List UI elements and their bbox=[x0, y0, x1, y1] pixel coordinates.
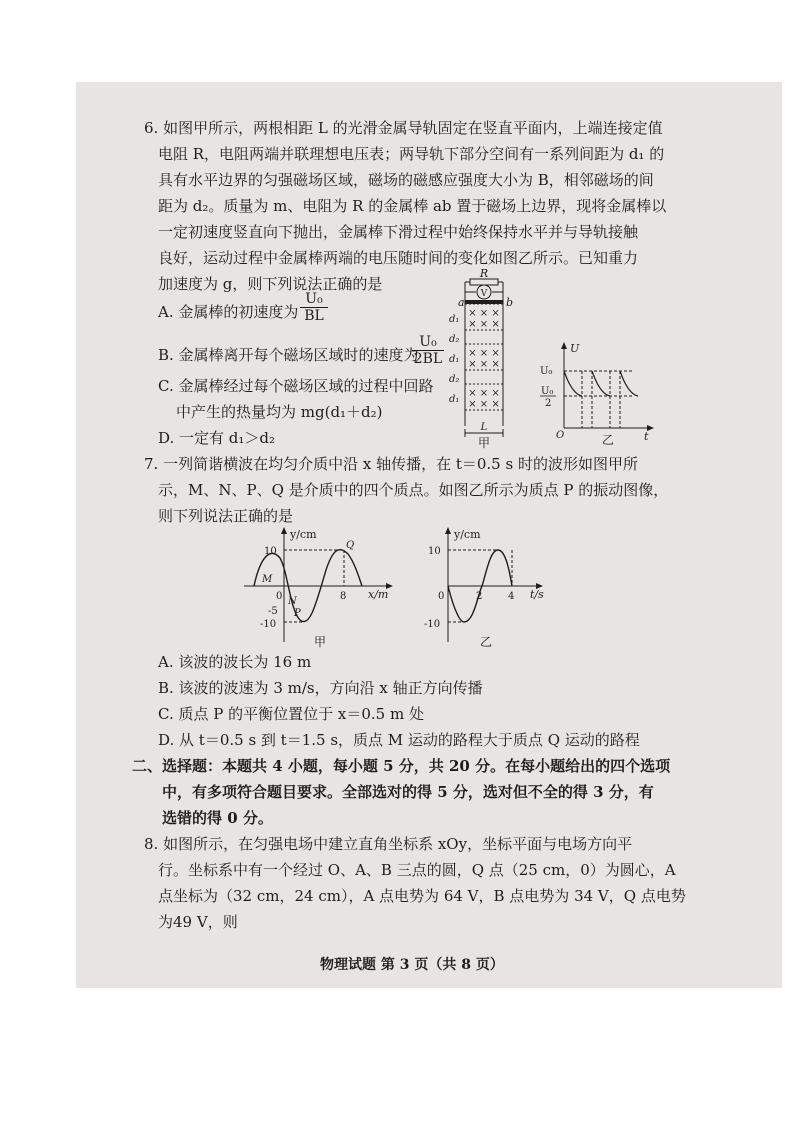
q8-line-2: 行。坐标系中有一个经过 O、A、B 三点的圆，Q 点（25 cm，0）为圆心，A bbox=[158, 861, 676, 879]
figure-caption: 乙 bbox=[479, 635, 493, 648]
label-d1: d₁ bbox=[449, 314, 460, 325]
y-axis-arrow-icon bbox=[281, 527, 287, 534]
x-axis-label: x/m bbox=[368, 588, 389, 601]
q6-option-c-line-1: C. 金属棒经过每个磁场区域的过程中回路 bbox=[158, 377, 434, 395]
y-axis-arrow-icon bbox=[445, 527, 451, 534]
y-axis-label: y/cm bbox=[290, 528, 317, 541]
x-tick-8: 8 bbox=[340, 591, 347, 602]
q7-option-c: C. 质点 P 的平衡位置位于 x＝0.5 m 处 bbox=[158, 705, 424, 723]
field-cross-marks: × × × bbox=[468, 388, 500, 399]
point-N-label: N bbox=[288, 596, 297, 607]
figure-caption: 甲 bbox=[477, 436, 491, 450]
field-cross-marks: × × × bbox=[468, 399, 500, 410]
y-tick-u0: U₀ bbox=[540, 366, 553, 377]
section-2-heading-line-2: 中，有多项符合题目要求。全部选对的得 5 分，选对但不全的得 3 分，有 bbox=[162, 783, 654, 801]
page-footer: 物理试题 第 3 页（共 8 页） bbox=[320, 957, 504, 973]
q7-option-a: A. 该波的波长为 16 m bbox=[158, 653, 312, 671]
y-axis-arrow-icon bbox=[561, 342, 567, 349]
fraction-denominator: BL bbox=[300, 307, 328, 324]
y-tick-10: 10 bbox=[428, 546, 441, 557]
bar-end-b: b bbox=[506, 296, 514, 309]
y-axis-label: U bbox=[570, 342, 580, 355]
y-tick-minus-10: -10 bbox=[424, 619, 441, 630]
q6-option-d: D. 一定有 d₁＞d₂ bbox=[158, 429, 276, 447]
q8-line-1: 8. 如图所示，在匀强电场中建立直角坐标系 xOy，坐标平面与电场方向平 bbox=[144, 835, 633, 853]
rail-magnetic-field-figure bbox=[446, 266, 522, 450]
bar-end-a: a bbox=[458, 296, 465, 309]
y-tick-minus-10: -10 bbox=[260, 619, 277, 630]
q8-line-3: 点坐标为（32 cm，24 cm），A 点电势为 64 V，B 点电势为 34 V，Q 点电势 bbox=[158, 887, 686, 905]
metal-bar-ab bbox=[465, 300, 503, 304]
vibration-graph bbox=[420, 524, 550, 648]
point-Q-label: Q bbox=[346, 540, 355, 551]
q6-line-6: 良好，运动过程中金属棒两端的电压随时间的变化如图乙所示。已知重力 bbox=[158, 249, 639, 267]
label-d2: d₂ bbox=[449, 374, 460, 385]
y-tick-half-numerator: U₀ bbox=[541, 386, 554, 397]
origin-label: 0 bbox=[276, 591, 283, 602]
y-tick-half-denominator: 2 bbox=[545, 398, 552, 409]
q6-line-3: 具有水平边界的匀强磁场区域，磁场的磁感应强度大小为 B，相邻磁场的间 bbox=[158, 171, 654, 189]
label-d1: d₁ bbox=[449, 354, 460, 365]
q7-line-1: 7. 一列简谐横波在均匀介质中沿 x 轴传播，在 t＝0.5 s 时的波形如图甲所 bbox=[144, 455, 638, 473]
resistor-label: R bbox=[479, 267, 489, 280]
q7-line-2: 示，M、N、P、Q 是介质中的四个质点。如图乙所示为质点 P 的振动图像， bbox=[158, 481, 669, 499]
q7-line-3: 则下列说法正确的是 bbox=[158, 507, 294, 525]
x-axis-label: t bbox=[644, 430, 649, 443]
q6-option-a: A. 金属棒的初速度为 bbox=[158, 303, 299, 321]
label-d1: d₁ bbox=[449, 394, 460, 405]
origin-label: O bbox=[556, 430, 565, 441]
q6-option-c-line-2: 中产生的热量均为 mg(d₁＋d₂) bbox=[176, 403, 383, 421]
voltage-time-graph bbox=[534, 340, 658, 446]
y-tick-minus-5: -5 bbox=[268, 606, 278, 617]
fraction-denominator: 2BL bbox=[413, 351, 443, 367]
q6-option-b-fraction bbox=[412, 334, 444, 367]
q8-line-4: 为49 V，则 bbox=[158, 913, 238, 931]
section-2-heading-line-1: 二、选择题：本题共 4 小题，每小题 5 分，共 20 分。在每小题给出的四个选项 bbox=[132, 757, 671, 775]
origin-label: 0 bbox=[438, 591, 445, 602]
q6-option-a-fraction bbox=[300, 291, 328, 324]
y-tick-10: 10 bbox=[264, 546, 277, 557]
x-tick-2: 2 bbox=[476, 591, 483, 602]
y-axis-label: y/cm bbox=[454, 528, 481, 541]
field-cross-marks: × × × bbox=[468, 319, 500, 330]
figure-caption: 乙 bbox=[601, 433, 615, 446]
field-cross-marks: × × × bbox=[468, 359, 500, 370]
x-axis-label: t/s bbox=[530, 588, 544, 601]
waveform-graph bbox=[240, 524, 404, 648]
field-cross-marks: × × × bbox=[468, 348, 500, 359]
q7-option-b: B. 该波的波速为 3 m/s，方向沿 x 轴正方向传播 bbox=[158, 679, 483, 697]
field-cross-marks: × × × bbox=[468, 308, 500, 319]
voltmeter-label: V bbox=[480, 289, 488, 299]
label-d2: d₂ bbox=[449, 334, 460, 345]
q6-line-7: 加速度为 g，则下列说法正确的是 bbox=[158, 275, 383, 293]
q6-option-b: B. 金属棒离开每个磁场区域时的速度为 bbox=[158, 346, 419, 364]
q6-line-5: 一定初速度竖直向下抛出，金属棒下滑过程中始终保持水平并与导轨接触 bbox=[158, 223, 639, 241]
q6-line-1: 6. 如图甲所示，两根相距 L 的光滑金属导轨固定在竖直平面内，上端连接定值 bbox=[144, 119, 663, 137]
section-2-heading-line-3: 选错的得 0 分。 bbox=[162, 809, 273, 827]
x-tick-4: 4 bbox=[508, 591, 515, 602]
fraction-numerator: U₀ bbox=[305, 291, 323, 307]
fraction-numerator: U₀ bbox=[419, 334, 437, 350]
point-P-label: P bbox=[294, 608, 301, 619]
width-label-L: L bbox=[480, 422, 488, 433]
figure-caption: 甲 bbox=[313, 635, 327, 648]
q7-option-d: D. 从 t＝0.5 s 到 t＝1.5 s，质点 M 运动的路程大于质点 Q 运动的路程 bbox=[158, 731, 640, 749]
point-M-label: M bbox=[262, 574, 273, 585]
q6-line-4: 距为 d₂。质量为 m、电阻为 R 的金属棒 ab 置于磁场上边界，现将金属棒以 bbox=[158, 197, 667, 215]
q6-line-2: 电阻 R，电阻两端并联理想电压表；两导轨下部分空间有一系列间距为 d₁ 的 bbox=[158, 145, 665, 163]
voltage-curve bbox=[564, 371, 638, 396]
